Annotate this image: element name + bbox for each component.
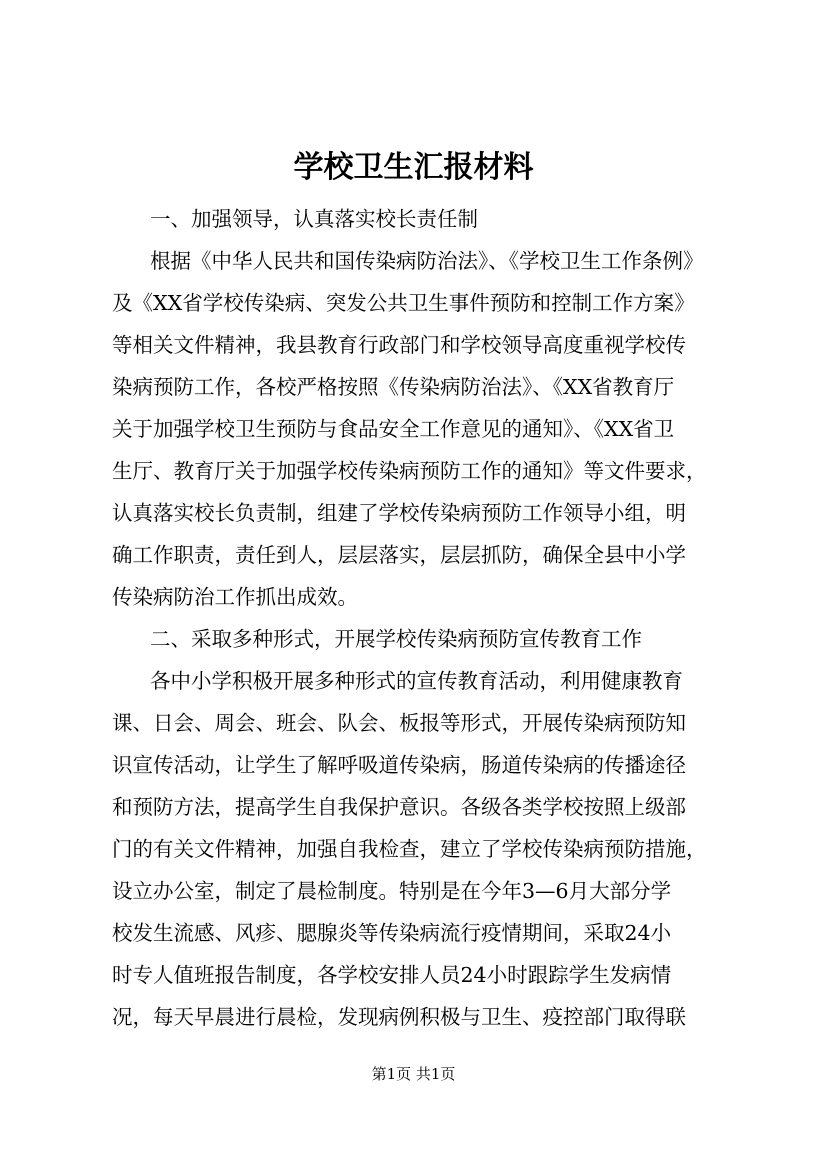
section-heading-1: 一、加强领导，认真落实校长责任制 xyxy=(150,207,478,231)
paragraph-1-line: 传染病防治工作抓出成效。 xyxy=(112,585,358,609)
section-heading-2: 二、采取多种形式，开展学校传染病预防宣传教育工作 xyxy=(150,627,642,651)
page-number-footer: 第1页 共1页 xyxy=(371,1065,456,1083)
paragraph-1-line: 确工作职责，责任到人，层层落实，层层抓防，确保全县中小学 xyxy=(112,543,686,567)
paragraph-1-line: 及《XX省学校传染病、突发公共卫生事件预防和控制工作方案》 xyxy=(112,291,695,315)
paragraph-2-line: 校发生流感、风疹、腮腺炎等传染病流行疫情期间，采取24小 xyxy=(112,921,672,945)
document-body xyxy=(112,198,732,1038)
paragraph-2-line: 各中小学积极开展多种形式的宣传教育活动，利用健康教育 xyxy=(150,669,683,693)
paragraph-2-line: 和预防方法，提高学生自我保护意识。各级各类学校按照上级部 xyxy=(112,795,686,819)
paragraph-1-line: 根据《中华人民共和国传染病防治法》、《学校卫生工作条例》 xyxy=(150,249,704,273)
paragraph-1-line: 染病预防工作，各校严格按照《传染病防治法》、《XX省教育厅 xyxy=(112,375,675,399)
paragraph-2-line: 设立办公室，制定了晨检制度。特别是在今年3—6月大部分学 xyxy=(112,879,672,903)
paragraph-2-line: 课、日会、周会、班会、队会、板报等形式，开展传染病预防知 xyxy=(112,711,686,735)
paragraph-1-line: 关于加强学校卫生预防与食品安全工作意见的通知》、《XX省卫 xyxy=(112,417,675,441)
paragraph-1-line: 生厅、教育厅关于加强学校传染病预防工作的通知》等文件要求， xyxy=(112,459,707,483)
document-title: 学校卫生汇报材料 xyxy=(293,150,534,185)
paragraph-2-line: 识宣传活动，让学生了解呼吸道传染病，肠道传染病的传播途径 xyxy=(112,753,686,777)
paragraph-2-line: 况，每天早晨进行晨检，发现病例积极与卫生、疫控部门取得联 xyxy=(112,1005,686,1029)
paragraph-1-line: 等相关文件精神，我县教育行政部门和学校领导高度重视学校传 xyxy=(112,333,686,357)
paragraph-2-line: 时专人值班报告制度，各学校安排人员24小时跟踪学生发病情 xyxy=(112,963,672,987)
paragraph-2-line: 门的有关文件精神，加强自我检查，建立了学校传染病预防措施， xyxy=(112,837,707,861)
paragraph-1-line: 认真落实校长负责制，组建了学校传染病预防工作领导小组，明 xyxy=(112,501,686,525)
